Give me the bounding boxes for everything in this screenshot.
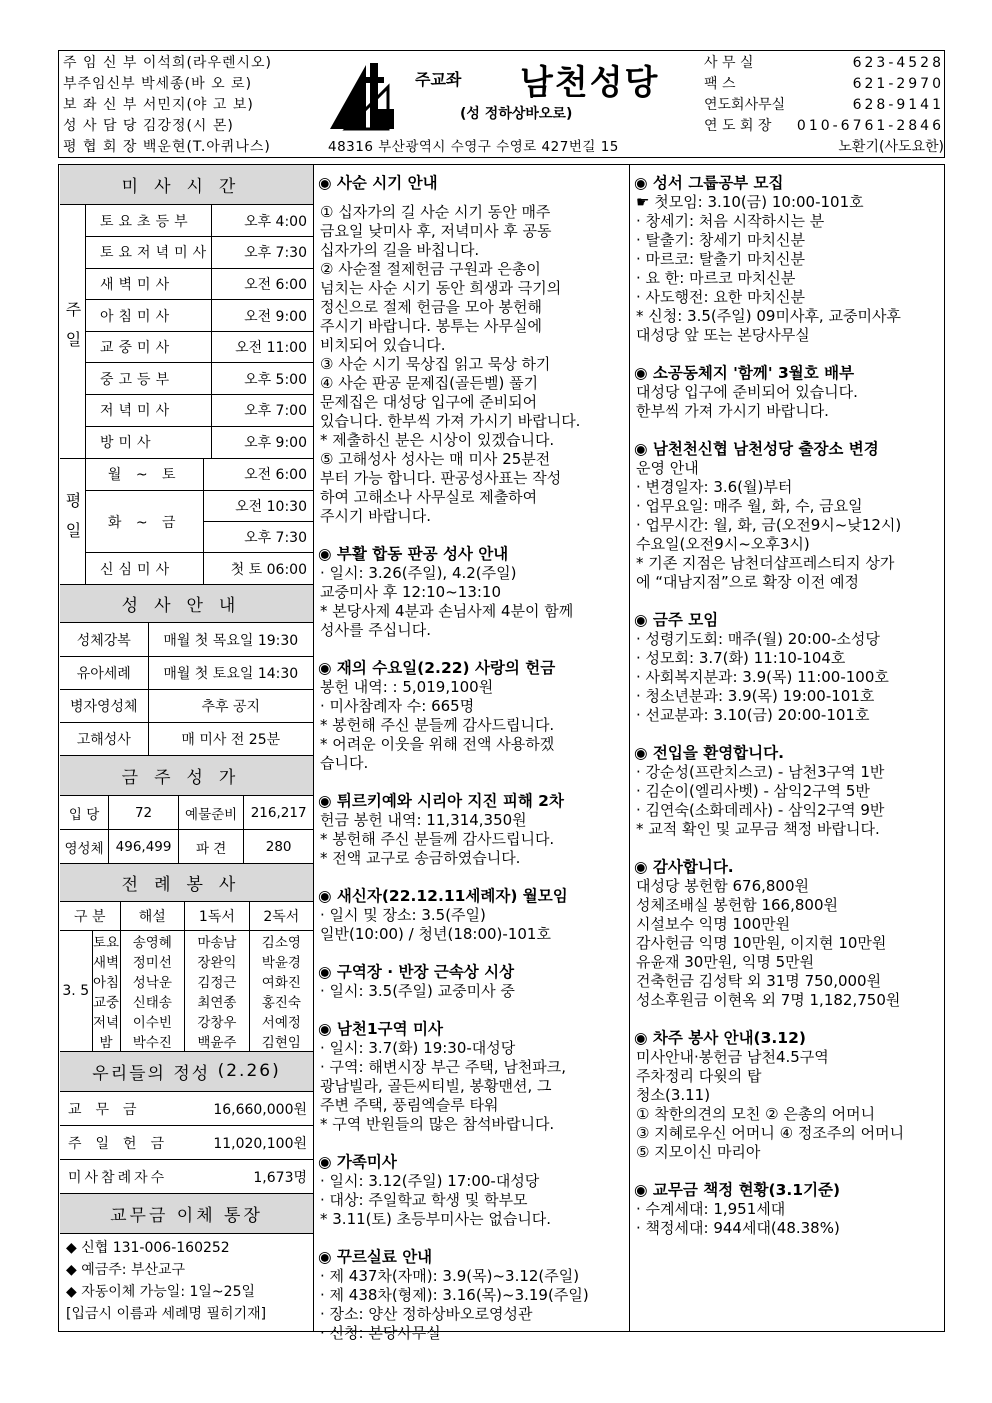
offering-title bbox=[60, 1052, 313, 1092]
notice-section bbox=[318, 1153, 624, 1229]
section-gap bbox=[634, 592, 940, 609]
transfer-line: ◆ 자동이체 가능일: 1일~25일 bbox=[66, 1284, 256, 1301]
liturgy-cell: 신태송 bbox=[120, 991, 185, 1011]
section-gap bbox=[318, 1001, 624, 1018]
weekday-mass-table bbox=[60, 459, 313, 586]
notice-line: · 구역: 해변시장 부근 주택, 남천파크, bbox=[320, 1058, 567, 1076]
notice-line: * 3.11(토) 초등부미사는 없습니다. bbox=[320, 1210, 552, 1228]
notice-heading: ◉ 감사합니다. bbox=[634, 858, 734, 876]
mass-time: 오전 6:00 bbox=[212, 268, 313, 300]
mass-name: 교중미사 bbox=[86, 331, 212, 363]
hymn-title: 금주성가 bbox=[60, 756, 313, 796]
hymn-cell: 496,499 bbox=[109, 830, 179, 864]
notice-line: * 구역 반원들의 많은 참석바랍니다. bbox=[320, 1115, 555, 1133]
church-address: 48316 부산광역시 수영구 수영로 427번길 15 bbox=[328, 139, 619, 155]
notice-line: · 성령기도회: 매주(월) 20:00-소성당 bbox=[636, 630, 880, 648]
liturgy-row bbox=[60, 1011, 313, 1031]
section-gap bbox=[318, 944, 624, 961]
sacrament-cell: 유아세례 bbox=[60, 656, 148, 689]
mass-row bbox=[86, 553, 313, 584]
notice-line: 대성당 봉헌함 676,800원 bbox=[636, 877, 809, 895]
liturgy-header: 2독서 bbox=[249, 902, 313, 930]
liturgy-cell: 박수진 bbox=[120, 1031, 185, 1052]
mass-name: 토요저녁미사 bbox=[86, 237, 212, 269]
mass-name: 중고등부 bbox=[86, 363, 212, 395]
church-name: 남천성당 bbox=[520, 63, 660, 103]
hymn-cell: 영성체 bbox=[60, 830, 109, 864]
notice-section bbox=[634, 1181, 940, 1238]
offering-table bbox=[60, 1092, 313, 1195]
notice-line: · 선교분과: 3.10(금) 20:00-101호 bbox=[636, 706, 870, 724]
liturgy-cell: 박윤경 bbox=[261, 954, 301, 971]
notice-line: * 신청: 3.5(주일) 09미사후, 교중미사후 bbox=[636, 307, 901, 325]
contact-list bbox=[704, 53, 944, 158]
liturgy-row bbox=[60, 930, 313, 951]
notice-line: 있습니다. 한부씩 가져 가시기 바랍니다. bbox=[320, 412, 581, 430]
notice-line: ☛ 첫모임: 3.10(금) 10:00-101호 bbox=[636, 193, 864, 211]
notice-heading: ◉ 차주 봉사 안내(3.12) bbox=[634, 1029, 806, 1047]
notice-line: * 기존 지점은 남천더샵프레스티지 상가 bbox=[636, 554, 895, 572]
clergy-list bbox=[63, 53, 313, 158]
notice-line: 청소(3.11) bbox=[636, 1086, 711, 1104]
notice-line: 에 “대남지점”으로 확장 이전 예정 bbox=[636, 573, 859, 591]
offering-title-text: 우리들의 정성 bbox=[92, 1063, 211, 1084]
mass-row bbox=[86, 363, 313, 395]
notice-section bbox=[318, 545, 624, 640]
notice-heading: ◉ 소공동체지 '함께' 3월호 배부 bbox=[634, 364, 855, 382]
liturgy-cell: 토요 bbox=[92, 930, 120, 951]
liturgy-cell: 송영혜 bbox=[120, 930, 185, 951]
transfer-line: ◆ 예금주: 부산교구 bbox=[66, 1262, 186, 1279]
liturgy-row bbox=[60, 1031, 313, 1052]
contact-row bbox=[704, 116, 944, 137]
liturgy-header-row bbox=[60, 902, 313, 930]
mass-row bbox=[86, 490, 313, 521]
transfer-info bbox=[60, 1234, 313, 1328]
notice-line: ① 십자가의 길 사순 시기 동안 매주 bbox=[320, 203, 551, 221]
mass-time: 오전 10:30 bbox=[203, 490, 313, 521]
mass-time: 오전 9:00 bbox=[212, 300, 313, 332]
notices-column-2 bbox=[634, 172, 940, 1238]
offering-date: (2.26) bbox=[217, 1061, 281, 1082]
liturgy-cell: 백윤주 bbox=[185, 1031, 250, 1052]
liturgy-cell: 홍진숙 bbox=[261, 994, 301, 1011]
notice-line: 금요일 낮미사 후, 저녁미사 후 공동 bbox=[320, 222, 552, 240]
liturgy-title: 전례봉사 bbox=[60, 864, 313, 902]
mass-time: 오후 7:30 bbox=[212, 237, 313, 269]
left-column bbox=[60, 165, 313, 1330]
notice-line: · 업무시간: 월, 화, 금(오전9시~낮12시) bbox=[636, 516, 902, 534]
notice-section bbox=[318, 659, 624, 773]
section-gap bbox=[318, 640, 624, 657]
clergy-line: 평 협 회 장 백운현(T.아퀴나스) bbox=[63, 139, 271, 155]
liturgy-cell: 정미선 bbox=[120, 951, 185, 971]
notice-line: · 마르코: 탈출기 마치신분 bbox=[636, 250, 806, 268]
notice-line: · 일시: 3.7(화) 19:30-대성당 bbox=[320, 1039, 516, 1057]
sunday-mass-table bbox=[60, 205, 313, 459]
sacrament-cell: 매월 첫 목요일 19:30 bbox=[148, 623, 313, 656]
sacrament-row bbox=[60, 656, 313, 689]
section-gap bbox=[634, 839, 940, 856]
hymn-table bbox=[60, 796, 313, 865]
mass-name: 화 ~ 금 bbox=[86, 490, 203, 553]
notice-line: 한부씩 가져 가시기 바랍니다. bbox=[636, 402, 829, 420]
notice-line: · 일시: 3.12(주일) 17:00-대성당 bbox=[320, 1172, 540, 1190]
notice-section bbox=[318, 203, 624, 526]
notice-heading: ◉ 성서 그룹공부 모집 bbox=[634, 174, 784, 192]
notice-line: 주변 주택, 풍림엑슬루 타워 bbox=[320, 1096, 499, 1114]
contact-number: 010-6761-2846 bbox=[796, 118, 944, 134]
notice-section bbox=[634, 364, 940, 421]
liturgy-cell: 서예정 bbox=[261, 1014, 301, 1031]
mass-name: 월 ~ 토 bbox=[86, 459, 203, 490]
notice-heading: ◉ 재의 수요일(2.22) 사랑의 헌금 bbox=[318, 659, 556, 677]
hymn-row bbox=[60, 830, 313, 864]
notice-line: * 제출하신 분은 시상이 있겠습니다. bbox=[320, 431, 555, 449]
notice-line: · 사회복지분과: 3.9(목) 11:00-100호 bbox=[636, 668, 889, 686]
sacrament-cell: 성체강복 bbox=[60, 623, 148, 656]
sacrament-cell: 고해성사 bbox=[60, 722, 148, 755]
notice-line: 감사헌금 익명 10만원, 이지현 10만원 bbox=[636, 934, 887, 952]
mass-row bbox=[86, 268, 313, 300]
offering-row bbox=[60, 1160, 313, 1194]
notice-line: * 어려운 이웃을 위해 전액 사용하겠 bbox=[320, 735, 555, 753]
clergy-line: 부주임신부 박세종(바 오 로) bbox=[63, 76, 253, 92]
mass-time: 오전 11:00 bbox=[212, 331, 313, 363]
notice-line: 헌금 봉헌 내역: 11,314,350원 bbox=[320, 811, 527, 829]
liturgy-cell: 마송남 bbox=[185, 930, 250, 951]
church-title-block bbox=[320, 53, 700, 155]
hymn-cell: 72 bbox=[109, 796, 179, 830]
offering-label: 교무금 bbox=[60, 1092, 190, 1126]
notice-line: 습니다. bbox=[320, 754, 369, 772]
liturgy-cell: 장완익 bbox=[185, 951, 250, 971]
church-patron: (성 정하상바오로) bbox=[460, 106, 573, 122]
notice-line: 성체조배실 봉헌함 166,800원 bbox=[636, 896, 838, 914]
section-gap bbox=[318, 868, 624, 885]
section-gap bbox=[634, 1162, 940, 1179]
section-gap bbox=[318, 1134, 624, 1151]
notice-line: ⑤ 지모이신 마리아 bbox=[636, 1143, 761, 1161]
notice-line: · 사도행전: 요한 마치신분 bbox=[636, 288, 806, 306]
notice-line: 문제집은 대성당 입구에 준비되어 bbox=[320, 393, 538, 411]
mass-time: 오후 7:00 bbox=[212, 395, 313, 427]
contact-label: 팩 스 bbox=[704, 76, 736, 92]
notice-heading: ◉ 교무금 책정 현황(3.1기준) bbox=[634, 1181, 841, 1199]
notice-line: · 장소: 양산 정하상바오로영성관 bbox=[320, 1305, 533, 1323]
notice-heading: ◉ 부활 합동 판공 성사 안내 bbox=[318, 545, 509, 563]
section-gap bbox=[318, 526, 624, 543]
contact-number: 621-2970 bbox=[852, 76, 944, 92]
notice-line: · 요 한: 마르코 마치신분 bbox=[636, 269, 796, 287]
mass-name: 방미사 bbox=[86, 426, 212, 458]
contact-row bbox=[704, 95, 944, 116]
transfer-line: ◆ 신협 131-006-160252 bbox=[66, 1240, 230, 1257]
notice-line: 성소후원금 이현옥 외 7명 1,182,750원 bbox=[636, 991, 901, 1009]
liturgy-cell: 최연종 bbox=[185, 991, 250, 1011]
notice-line: 시설보수 익명 100만원 bbox=[636, 915, 791, 933]
contact-row bbox=[704, 74, 944, 95]
notice-heading: ◉ 남천1구역 미사 bbox=[318, 1020, 443, 1038]
contact-row bbox=[704, 53, 944, 74]
contact-row bbox=[704, 137, 944, 158]
sacrament-title: 성사안내 bbox=[60, 585, 313, 623]
notice-heading: ◉ 사순 시기 안내 bbox=[318, 174, 438, 192]
offering-value: 16,660,000원 bbox=[190, 1092, 313, 1126]
mass-name: 새벽미사 bbox=[86, 268, 212, 300]
sunday-label: 주일 bbox=[60, 205, 86, 458]
notice-section bbox=[318, 963, 624, 1001]
notice-line: 일반(10:00) / 청년(18:00)-101호 bbox=[320, 925, 551, 943]
section-gap bbox=[634, 421, 940, 438]
weekday-label: 평일 bbox=[60, 459, 86, 585]
notice-line: · 창세기: 처음 시작하시는 분 bbox=[636, 212, 825, 230]
mass-row bbox=[86, 331, 313, 363]
clergy-line: 성 사 담 당 김강정(시 몬) bbox=[63, 118, 234, 134]
notice-line: 유윤재 30만원, 익명 5만원 bbox=[636, 953, 815, 971]
notice-line: · 김순이(엘리사벳) - 삼익2구역 5반 bbox=[636, 782, 870, 800]
notice-line: 부터 가능 합니다. 판공성사표는 작성 bbox=[320, 469, 562, 487]
notice-line: · 업무요일: 매주 월, 화, 수, 금요일 bbox=[636, 497, 863, 515]
mass-time: 오후 4:00 bbox=[212, 205, 313, 237]
liturgy-header: 해설 bbox=[120, 902, 185, 930]
notice-line: ② 사순절 절제헌금 구원과 은총이 bbox=[320, 260, 541, 278]
notice-line: 운영 안내 bbox=[636, 459, 699, 477]
notice-line: 광남빌라, 골든씨티빌, 봉황맨션, 그 bbox=[320, 1077, 552, 1095]
notice-heading: ◉ 전입을 환영합니다. bbox=[634, 744, 784, 762]
section-gap bbox=[634, 1010, 940, 1027]
notice-line: 교중미사 후 12:10~13:10 bbox=[320, 583, 502, 601]
notice-section bbox=[318, 887, 624, 944]
sacrament-cell: 병자영성체 bbox=[60, 689, 148, 722]
notice-line: · 일시: 3.5(주일) 교중미사 중 bbox=[320, 982, 515, 1000]
mass-name: 토요초등부 bbox=[86, 205, 212, 237]
notice-heading: ◉ 구역장 · 반장 근속상 시상 bbox=[318, 963, 515, 981]
sacrament-row bbox=[60, 623, 313, 656]
notice-line: · 제 437차(자매): 3.9(목)~3.12(주일) bbox=[320, 1267, 580, 1285]
notice-line: · 변경일자: 3.6(월)부터 bbox=[636, 478, 793, 496]
liturgy-cell: 김현임 bbox=[249, 1031, 313, 1052]
notice-line: 넘치는 사순 시기 동안 희생과 극기의 bbox=[320, 279, 562, 297]
notice-section bbox=[318, 1020, 624, 1134]
hymn-cell: 216,217 bbox=[244, 796, 313, 830]
mass-time: 오후 5:00 bbox=[212, 363, 313, 395]
column-divider-2 bbox=[629, 164, 630, 1331]
notice-line: * 전액 교구로 송금하였습니다. bbox=[320, 849, 521, 867]
liturgy-cell: 저녁 bbox=[92, 1011, 120, 1031]
clergy-line: 보 좌 신 부 서민지(야 고 보) bbox=[63, 97, 254, 113]
hymn-cell: 입 당 bbox=[60, 796, 109, 830]
contact-number: 623-4528 bbox=[852, 55, 944, 71]
mass-row bbox=[86, 426, 313, 458]
offering-label: 주일헌금 bbox=[60, 1126, 190, 1160]
mass-time: 오전 6:00 bbox=[203, 459, 313, 490]
liturgy-cell: 여화진 bbox=[261, 974, 301, 991]
liturgy-row bbox=[60, 951, 313, 971]
liturgy-cell: 밤 bbox=[92, 1031, 120, 1052]
notice-section bbox=[634, 1029, 940, 1162]
sacrament-row bbox=[60, 722, 313, 755]
hymn-cell: 280 bbox=[244, 830, 313, 864]
column-divider-1 bbox=[313, 164, 314, 1331]
liturgy-cell: 성낙운 bbox=[120, 971, 185, 991]
sacrament-cell: 매 미사 전 25분 bbox=[148, 722, 313, 755]
offering-label: 미사참례자수 bbox=[60, 1160, 190, 1194]
notice-line: ⑤ 고해성사 성사는 매 미사 25분전 bbox=[320, 450, 551, 468]
notice-line: · 수계세대: 1,951세대 bbox=[636, 1200, 786, 1218]
section-gap bbox=[318, 193, 624, 203]
liturgy-cell: 아침 bbox=[92, 971, 120, 991]
mass-row bbox=[86, 205, 313, 237]
hymn-cell: 파 견 bbox=[178, 830, 243, 864]
contact-label: 연도회사무실 bbox=[704, 97, 786, 113]
liturgy-cell: 교중 bbox=[92, 991, 120, 1011]
notice-line: 대성당 앞 또는 본당사무실 bbox=[636, 326, 810, 344]
notice-line: · 대상: 주일학교 학생 및 학부모 bbox=[320, 1191, 528, 1209]
section-gap bbox=[318, 1229, 624, 1246]
notice-line: · 책정세대: 944세대(48.38%) bbox=[636, 1219, 840, 1237]
hymn-cell: 예물준비 bbox=[178, 796, 243, 830]
notice-section bbox=[318, 1248, 624, 1343]
mass-row bbox=[86, 395, 313, 427]
notice-section bbox=[634, 858, 940, 1010]
notice-line: 십자가의 길을 바칩니다. bbox=[320, 241, 480, 259]
notice-section bbox=[634, 174, 940, 345]
mass-name: 아침미사 bbox=[86, 300, 212, 332]
liturgy-cell: 김정근 bbox=[185, 971, 250, 991]
notice-line: 대성당 입구에 준비되어 있습니다. bbox=[636, 383, 858, 401]
notice-heading: ◉ 꾸르실료 안내 bbox=[318, 1248, 433, 1266]
notice-line: * 봉헌해 주신 분들께 감사드립니다. bbox=[320, 716, 555, 734]
liturgy-header: 1독서 bbox=[185, 902, 250, 930]
clergy-line: 주 임 신 부 이석희(라우렌시오) bbox=[63, 55, 273, 71]
notice-line: ① 착한의견의 모친 ② 은총의 어머니 bbox=[636, 1105, 876, 1123]
mass-time: 오후 9:00 bbox=[244, 435, 307, 452]
notice-line: 봉헌 내역: : 5,019,100원 bbox=[320, 678, 494, 696]
mass-time: 첫 토 06:00 bbox=[230, 561, 307, 578]
notice-section bbox=[634, 611, 940, 725]
notice-line: ③ 지혜로우신 어머니 ④ 정조주의 어머니 bbox=[636, 1124, 905, 1142]
liturgy-header: 구 분 bbox=[60, 902, 120, 930]
notice-line: 정신으로 절제 헌금을 모아 봉헌해 bbox=[320, 298, 542, 316]
title-prefix: 주교좌 bbox=[415, 70, 462, 89]
notice-line: · 신청: 본당사무실 bbox=[320, 1324, 441, 1342]
hymn-row bbox=[60, 796, 313, 830]
offering-row bbox=[60, 1126, 313, 1160]
notice-line: · 일시 및 장소: 3.5(주일) bbox=[320, 906, 486, 924]
notice-line: · 일시: 3.26(주일), 4.2(주일) bbox=[320, 564, 517, 582]
president-name: 노환기(사도요한) bbox=[838, 139, 944, 155]
notice-line: · 청소년분과: 3.9(목) 19:00-101호 bbox=[636, 687, 875, 705]
mass-name: 신심미사 bbox=[86, 553, 203, 584]
liturgy-date: 3. 5 bbox=[60, 930, 92, 1051]
section-gap bbox=[634, 725, 940, 742]
notice-section bbox=[634, 440, 940, 592]
notice-line: · 제 438차(형제): 3.16(목)~3.19(주일) bbox=[320, 1286, 589, 1304]
section-gap bbox=[634, 345, 940, 362]
notices-column-1 bbox=[318, 172, 624, 1343]
liturgy-cell: 김소영 bbox=[261, 934, 301, 951]
notice-line: · 탈출기: 창세기 마치신분 bbox=[636, 231, 806, 249]
notice-line: · 김연숙(소화데레사) - 삼익2구역 9반 bbox=[636, 801, 885, 819]
offering-value: 1,673명 bbox=[190, 1160, 313, 1194]
notice-line: ④ 사순 판공 문제집(골든벨) 풀기 bbox=[320, 374, 539, 392]
notice-line: · 미사참례자 수: 665명 bbox=[320, 697, 475, 715]
mass-row bbox=[86, 459, 313, 490]
notice-line: 주차정리 다윗의 탑 bbox=[636, 1067, 762, 1085]
mass-name: 저녁미사 bbox=[86, 395, 212, 427]
contact-label: 연 도 회 장 bbox=[704, 118, 772, 134]
notice-section bbox=[318, 174, 624, 193]
notice-line: * 교적 확인 및 교무금 책정 바랍니다. bbox=[636, 820, 880, 838]
contact-label: 사 무 실 bbox=[704, 55, 754, 71]
notice-line: 수요일(오전9시~오후3시) bbox=[636, 535, 810, 553]
notice-section bbox=[318, 792, 624, 868]
transfer-line: [입금시 이름과 세례명 필히기재] bbox=[66, 1306, 267, 1323]
notice-line: * 본당사제 4분과 손님사제 4분이 함께 bbox=[320, 602, 574, 620]
notice-line: 하여 고해소나 사무실로 제출하여 bbox=[320, 488, 538, 506]
notice-heading: ◉ 튀르키예와 시리아 지진 피해 2차 bbox=[318, 792, 564, 810]
mass-time: 오후 7:30 bbox=[203, 522, 313, 553]
liturgy-cell: 강창우 bbox=[185, 1011, 250, 1031]
notice-line: 비치되어 있습니다. bbox=[320, 336, 446, 354]
liturgy-cell: 새벽 bbox=[92, 951, 120, 971]
notice-line: · 강순성(프란치스코) - 남천3구역 1반 bbox=[636, 763, 885, 781]
mass-times-title: 미사시간 bbox=[60, 165, 313, 205]
notice-line: 건축헌금 김성탁 외 31명 750,000원 bbox=[636, 972, 882, 990]
notice-line: 성사를 주십니다. bbox=[320, 621, 431, 639]
notice-heading: ◉ 금주 모임 bbox=[634, 611, 719, 629]
notice-line: ③ 사순 시기 묵상집 읽고 묵상 하기 bbox=[320, 355, 551, 373]
liturgy-table bbox=[60, 902, 313, 1052]
notice-heading: ◉ 새신자(22.12.11세례자) 월모임 bbox=[318, 887, 568, 905]
transfer-title: 교무금 이체 통장 bbox=[60, 1194, 313, 1234]
notice-line: 주시기 바랍니다. 봉투는 사무실에 bbox=[320, 317, 542, 335]
contact-number: 628-9141 bbox=[852, 97, 944, 113]
notice-line: 주시기 바랍니다. bbox=[320, 507, 431, 525]
mass-row bbox=[86, 237, 313, 269]
liturgy-row bbox=[60, 991, 313, 1011]
sacrament-table bbox=[60, 623, 313, 756]
notice-line: * 봉헌해 주신 분들께 감사드립니다. bbox=[320, 830, 555, 848]
liturgy-cell: 이수빈 bbox=[120, 1011, 185, 1031]
notice-line: 미사안내·봉헌금 남천4.5구역 bbox=[636, 1048, 829, 1066]
church-logo-icon bbox=[326, 57, 394, 133]
notice-section bbox=[634, 744, 940, 839]
sacrament-cell: 추후 공지 bbox=[148, 689, 313, 722]
liturgy-row bbox=[60, 971, 313, 991]
section-gap bbox=[318, 773, 624, 790]
offering-row bbox=[60, 1092, 313, 1126]
sacrament-cell: 매월 첫 토요일 14:30 bbox=[148, 656, 313, 689]
notice-heading: ◉ 가족미사 bbox=[318, 1153, 397, 1171]
sacrament-row bbox=[60, 689, 313, 722]
notice-line: · 성모회: 3.7(화) 11:10-104호 bbox=[636, 649, 846, 667]
notice-heading: ◉ 남천천신협 남천성당 출장소 변경 bbox=[634, 440, 879, 458]
offering-value: 11,020,100원 bbox=[190, 1126, 313, 1160]
mass-row bbox=[86, 300, 313, 332]
